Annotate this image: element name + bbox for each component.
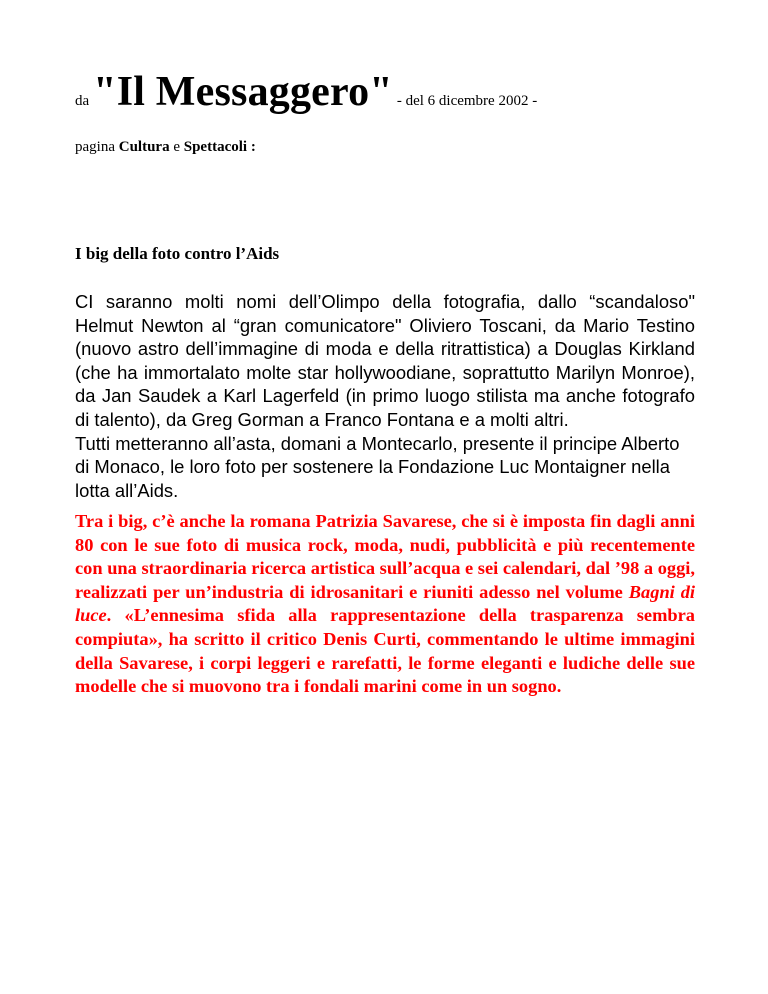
section-name-part2: Spettacoli : <box>183 139 256 155</box>
section-prefix: pagina <box>75 139 115 155</box>
highlight-text-part2: . «L’ennesima sfida alla rappresentazione della trasparenza sembra compiuta», ha scritto il critico Denis Curti, commentando le ultime immagini della Savarese, i corpi leggeri e rarefatti, le forme eleganti e ludiche delle sue modelle che si muovono tra i fondali marini come in un sogno. <box>75 605 695 697</box>
article-body <box>75 290 695 502</box>
highlight-text-part1: Tra i big, c’è anche la romana Patrizia Savarese, che si è imposta fin dagli anni 80 con le sue foto di musica rock, moda, nudi, pubblicità e più recentemente con una straordinaria ricerca artistica sull’acqua e sei calendari, dal ’98 a oggi, realizzati per un’industria di idrosanitari e riuniti adesso nel volume <box>75 511 695 602</box>
section-connector: e <box>173 139 180 155</box>
section-line <box>75 139 256 156</box>
highlight-paragraph <box>75 510 695 699</box>
article-paragraph-1: CI saranno molti nomi dell’Olimpo della fotografia, dallo “scandaloso" Helmut Newton al “gran comunicatore" Oliviero Toscani, da Mario Testino (nuovo astro dell’immagine di moda e della ritrattistica) a Douglas Kirkland (che ha immortalato molte star hollywoodiane, soprattutto Marilyn Monroe), da Jan Saudek a Karl Lagerfeld (in primo luogo stilista ma anche fotografo di talento), da Greg Gorman a Franco Fontana e a molti altri. <box>75 291 695 430</box>
masthead <box>75 68 695 116</box>
publication-date: - del 6 dicembre 2002 - <box>396 93 538 109</box>
section-name-part1: Cultura <box>118 139 170 155</box>
book-title: Bagni di luce <box>75 581 696 626</box>
article-paragraph-2: Tutti metteranno all’asta, domani a Montecarlo, presente il principe Alberto di Monaco, le loro foto per sostenere la Fondazione Luc Montaigner nella lotta all’Aids. <box>75 432 680 501</box>
masthead-prefix: da <box>75 93 90 109</box>
newspaper-name: "Il Messaggero" <box>93 69 393 115</box>
article-headline: I big della foto contro l’Aids <box>75 244 280 263</box>
